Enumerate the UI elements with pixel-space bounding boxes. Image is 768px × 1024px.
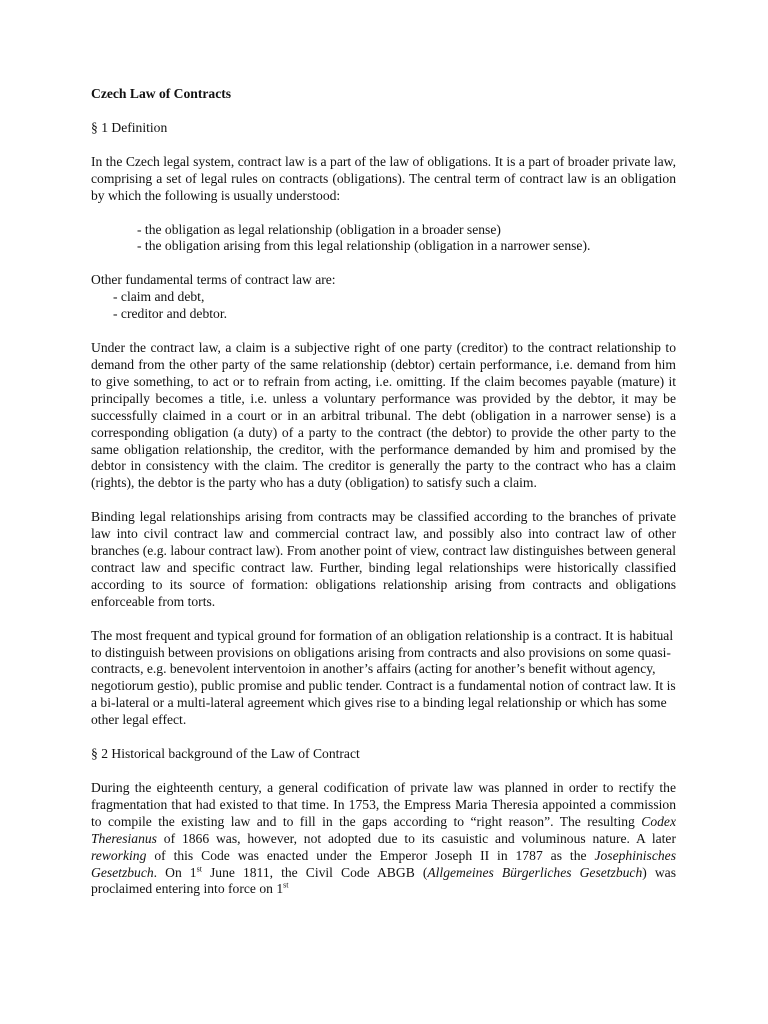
section-1-heading: § 1 Definition bbox=[91, 119, 168, 135]
italic-run: reworking bbox=[91, 847, 147, 863]
obligation-list bbox=[91, 222, 676, 256]
superscript: st bbox=[196, 864, 202, 873]
list-item: - the obligation arising from this legal relationship (obligation in a narrower sense). bbox=[137, 238, 591, 254]
list-item: - claim and debt, bbox=[113, 289, 205, 305]
list-item: - creditor and debtor. bbox=[113, 306, 227, 322]
paragraph-claim: Under the contract law, a claim is a subjective right of one party (creditor) to the contract relationship to demand from the other party of the same relationship (debtor) certain performance, i.e. demand from him to give something, to act or to refrain from acting, i.e. omitting. If the claim becomes payable (mature) it principally becomes a title, i.e. unless a voluntary performance was provided by the debtor, it may be successfully claimed in a court or in an arbitral tribunal. The debt (obligation in a narrower sense) is a corresponding obligation (a duty) of a party to the contract (the debtor) to provide the other party to the same obligation relationship, the creditor, with the performance demanded by him and promised by the debtor in consistency with the claim. The creditor is generally the party to the contract who has a claim (rights), the debtor is the party who has a duty (obligation) to satisfy such a claim. bbox=[91, 340, 676, 491]
italic-run: Allgemeines Bürgerliches Gesetzbuch bbox=[427, 864, 643, 880]
text-run: of this Code was enacted under the Emperor Joseph II in 1787 as the bbox=[146, 847, 595, 863]
text-run: of 1866 was, however, not adopted due to its casuistic and voluminous nature. A later bbox=[156, 830, 676, 846]
document-title: Czech Law of Contracts bbox=[91, 86, 232, 101]
italic-run: Codex Theresianus bbox=[91, 813, 676, 846]
text-run: ) was proclaimed entering into force on 1 bbox=[91, 864, 676, 897]
document-page bbox=[91, 86, 676, 915]
section-2-heading: § 2 Historical background of the Law of Contract bbox=[91, 746, 360, 762]
text-run: During the eighteenth century, a general codification of private law was planned in order to rectify the fragmentation that had existed to that time. In 1753, the Empress Maria Theresia appointed a commission to compile the existing law and to fill in the gaps according to “right reason”. The resulting bbox=[91, 780, 676, 829]
superscript: st bbox=[283, 880, 289, 890]
fundamental-terms-list bbox=[91, 289, 676, 323]
list-item: - the obligation as legal relationship (obligation in a broader sense) bbox=[137, 221, 501, 237]
italic-run: Josephinisches Gesetzbuch bbox=[91, 847, 676, 880]
paragraph-formation: The most frequent and typical ground for formation of an obligation relationship is a contract. It is habitual to distinguish between provisions on obligations arising from contracts and also provisions on some quasi-contracts, e.g. benevolent interventoion in another’s affairs (acting for another’s benefit without agency, negotiorum gestio), public promise and public tender. Contract is a fundamental notion of contract law. It is a bi-lateral or a multi-lateral agreement which gives rise to a binding legal relationship or which has some other legal effect. bbox=[91, 627, 676, 728]
text-run: . On 1 bbox=[153, 864, 197, 880]
paragraph-history bbox=[91, 780, 676, 898]
paragraph-classification: Binding legal relationships arising from contracts may be classified according to the branches of private law into civil contract law and commercial contract law, and possibly also into contract law of other branches (e.g. labour contract law). From another point of view, contract law distinguishes between general contract law and specific contract law. Further, binding legal relationships were historically classified according to its source of formation: obligations relationship arising from contracts and obligations enforceable from torts. bbox=[91, 509, 676, 609]
text-run: June 1811, the Civil Code ABGB ( bbox=[201, 864, 428, 880]
paragraph-definition: In the Czech legal system, contract law is a part of the law of obligations. It is a part of broader private law, comprising a set of legal rules on contracts (obligations). The central term of contract law is an obligation by which the following is usually understood: bbox=[91, 153, 676, 203]
paragraph-fundamental-terms: Other fundamental terms of contract law are: bbox=[91, 272, 336, 288]
